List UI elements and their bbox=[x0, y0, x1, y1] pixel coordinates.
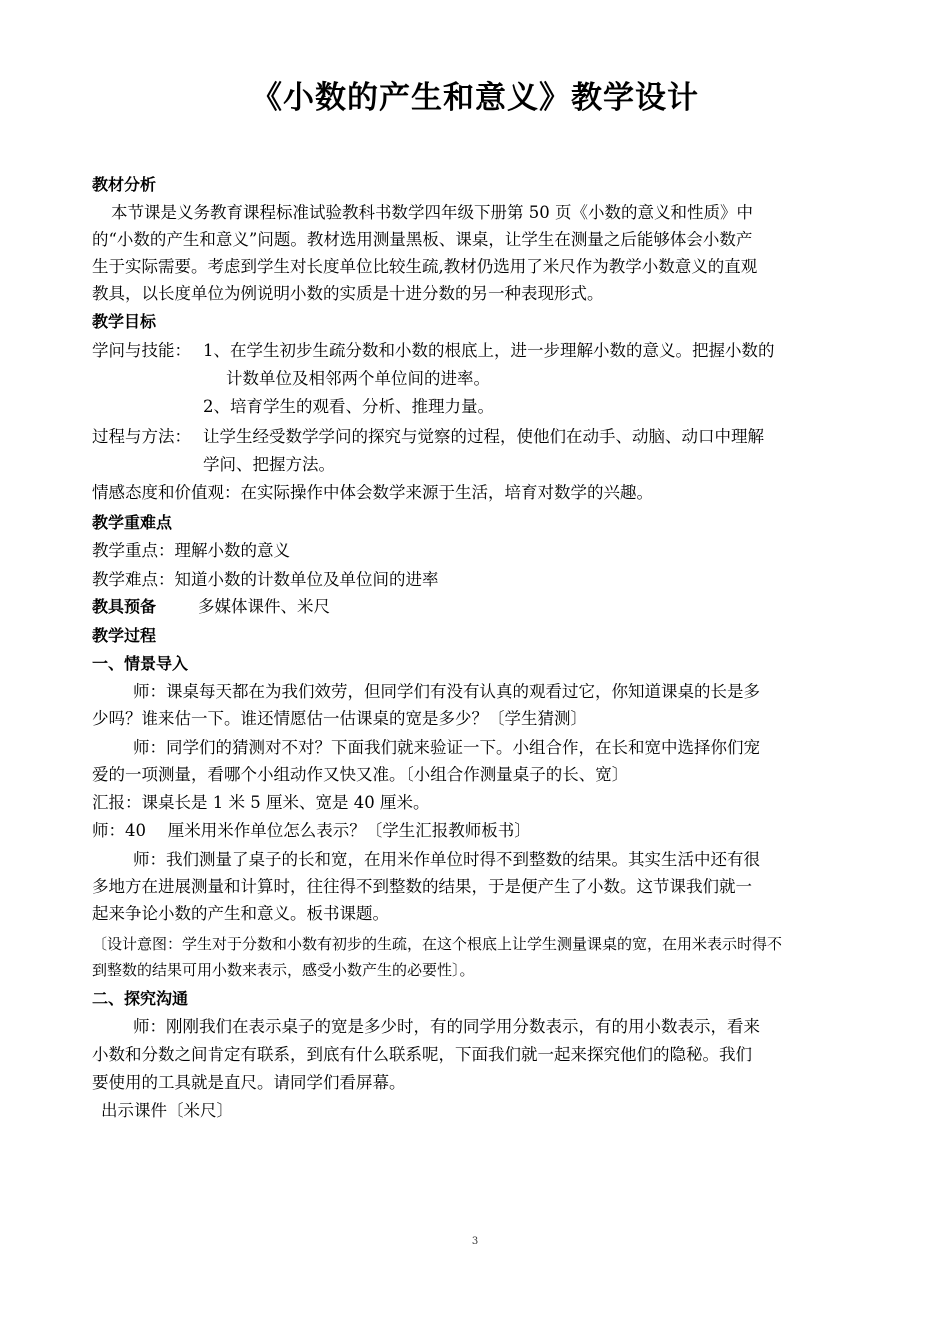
section-heading-material-analysis: 教材分析 bbox=[92, 175, 157, 194]
paragraph-line: 师：课桌每天都在为我们效劳，但同学们有没有认真的观看过它，你知道课桌的长是多 bbox=[133, 682, 760, 701]
paragraph-line: 师：40 厘米用米作单位怎么表示？〔学生汇报教师板书〕 bbox=[92, 821, 531, 840]
paragraph-line: 本节课是义务教育课程标准试验教科书数学四年级下册第 50 页《小数的意义和性质》中 bbox=[111, 203, 753, 222]
goal-knowledge-item-1-cont: 计数单位及相邻两个单位间的进率。 bbox=[226, 369, 490, 388]
goal-label-knowledge: 学问与技能： bbox=[92, 341, 191, 360]
page-title: 《小数的产生和意义》教学设计 bbox=[251, 80, 699, 116]
section-heading-key-points: 教学重难点 bbox=[92, 513, 173, 532]
paragraph-line: 教具，以长度单位为例说明小数的实质是十进分数的另一种表现形式。 bbox=[92, 284, 604, 303]
goal-knowledge-item-2: 2、培育学生的观看、分析、推理力量。 bbox=[203, 397, 494, 416]
paragraph-line: 师：同学们的猜测对不对？下面我们就来验证一下。小组合作，在长和宽中选择你们宠 bbox=[133, 738, 760, 757]
paragraph-line: 的“小数的产生和意义”问题。教材选用测量黑板、课桌，让学生在测量之后能够体会小数产 bbox=[92, 230, 753, 249]
paragraph-line: 小数和分数之间肯定有联系，到底有什么联系呢，下面我们就一起来探究他们的隐秘。我们 bbox=[92, 1045, 752, 1064]
paragraph-line: 起来争论小数的产生和意义。板书课题。 bbox=[92, 904, 389, 923]
goal-label-process: 过程与方法： bbox=[92, 427, 191, 446]
materials-content: 多媒体课件、米尺 bbox=[198, 597, 330, 616]
paragraph-line: 师：刚刚我们在表示桌子的宽是多少时，有的同学用分数表示，有的用小数表示，看来 bbox=[133, 1017, 760, 1036]
paragraph-line: 出示课件〔米尺〕 bbox=[101, 1101, 233, 1120]
paragraph-line: 少吗？谁来估一下。谁还情愿估一估课桌的宽是多少？〔学生猜测〕 bbox=[92, 709, 587, 728]
key-point-difficulty: 教学难点：知道小数的计数单位及单位间的进率 bbox=[92, 570, 439, 589]
section-heading-process: 教学过程 bbox=[92, 626, 157, 645]
paragraph-line: 要使用的工具就是直尺。请同学们看屏幕。 bbox=[92, 1073, 406, 1092]
paragraph-line: 爱的一项测量，看哪个小组动作又快又准。〔小组合作测量桌子的长、宽〕 bbox=[92, 765, 629, 784]
page-number: 3 bbox=[471, 1236, 479, 1247]
design-note-line: 〔设计意图：学生对于分数和小数有初步的生疏，在这个根底上让学生测量课桌的宽，在用米表示时得不 bbox=[92, 935, 783, 953]
goal-emotion-line: 情感态度和价值观：在实际操作中体会数学来源于生活，培育对数学的兴趣。 bbox=[92, 483, 653, 502]
paragraph-line: 师：我们测量了桌子的长和宽，在用米作单位时得不到整数的结果。其实生活中还有很 bbox=[133, 850, 760, 869]
subsection-heading-explore: 二、探究沟通 bbox=[92, 989, 189, 1008]
key-point-focus: 教学重点：理解小数的意义 bbox=[92, 541, 290, 560]
goal-process-line: 让学生经受数学学问的探究与觉察的过程，使他们在动手、动脑、动口中理解 bbox=[203, 427, 764, 446]
paragraph-line: 生于实际需要。考虑到学生对长度单位比较生疏,教材仍选用了米尺作为教学小数意义的直观 bbox=[92, 257, 758, 276]
paragraph-line: 多地方在进展测量和计算时，往往得不到整数的结果，于是便产生了小数。这节课我们就一 bbox=[92, 877, 752, 896]
section-heading-teaching-goals: 教学目标 bbox=[92, 312, 157, 331]
goal-process-line-cont: 学问、把握方法。 bbox=[203, 455, 335, 474]
subsection-heading-intro: 一、情景导入 bbox=[92, 654, 189, 673]
goal-knowledge-item-1: 1、在学生初步生疏分数和小数的根底上，进一步理解小数的意义。把握小数的 bbox=[203, 341, 775, 360]
section-heading-materials: 教具预备 bbox=[92, 597, 157, 616]
design-note-line: 到整数的结果可用小数来表示，感受小数产生的必要性〕。 bbox=[92, 961, 475, 979]
paragraph-line: 汇报：课桌长是 1 米 5 厘米、宽是 40 厘米。 bbox=[92, 793, 430, 812]
